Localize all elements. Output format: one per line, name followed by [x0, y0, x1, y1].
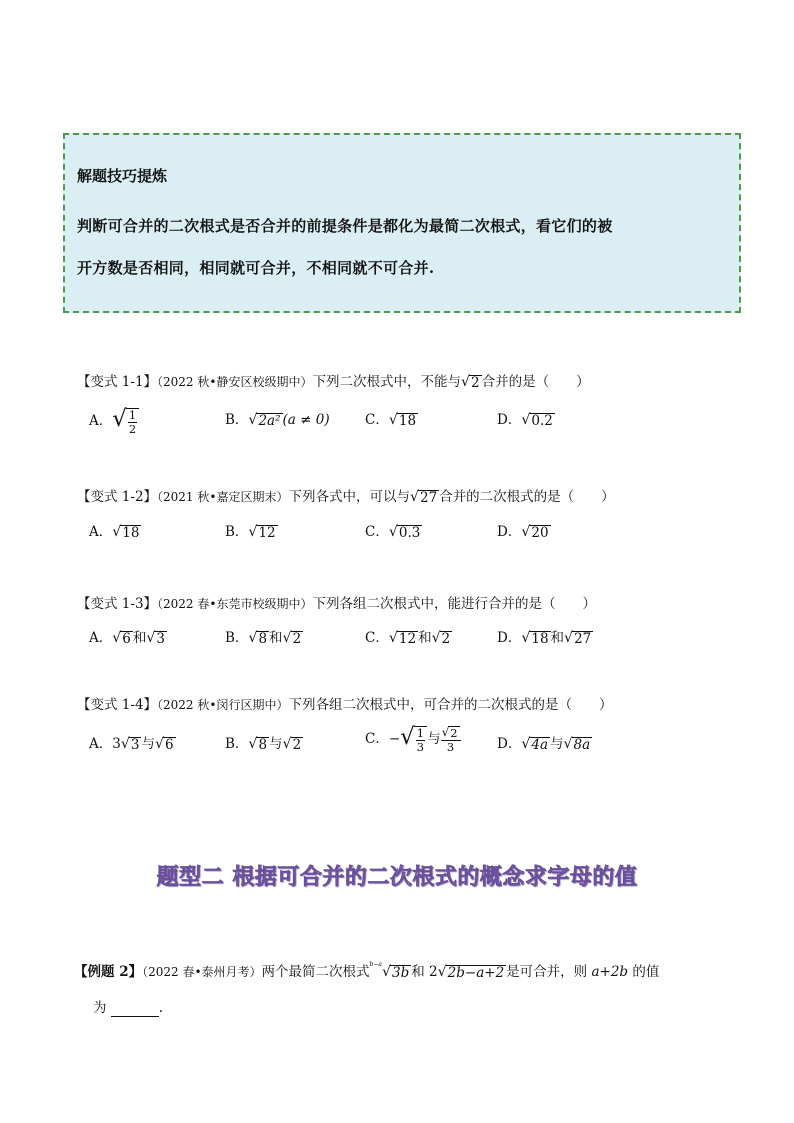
example-tag: 【例题 2】 [74, 964, 143, 980]
question-source: （2022 秋•闵行区期中） [157, 698, 289, 712]
option-a[interactable]: A． √ 18 [89, 523, 140, 541]
option-d[interactable]: D． √ 20 [497, 523, 549, 541]
option-b[interactable]: B． √ 2a² (a ≠ 0) [225, 411, 330, 429]
example-source: （2022 春•泰州月考） [142, 965, 262, 979]
question-1-4: 【变式 1-4】（2022 秋•闵行区期中）下列各组二次根式中，可合并的二次根式的是（ ） [77, 697, 613, 713]
radical: √ 18 [388, 411, 417, 429]
radical: √ 27 [409, 488, 438, 506]
option-b[interactable]: B． √ 8 和 √ 2 [225, 629, 302, 647]
question-source: （2022 秋•静安区校级期中） [157, 375, 313, 389]
radical: √ $\frac{1}{2}$ [112, 408, 139, 435]
option-c[interactable]: C． √ 0.3 [365, 523, 421, 541]
question-tag: 【变式 1-2】 [77, 489, 158, 505]
tip-line-2: 开方数是否相同，相同就可合并，不相同就不可合并. [77, 259, 435, 277]
option-c[interactable]: C． √ 12 和 √ 2 [365, 629, 451, 647]
option-c[interactable]: C． √ 18 [365, 411, 417, 429]
option-d[interactable]: D． √ 4a 与 √ 8a [497, 735, 591, 753]
section-title: 题型二 根据可合并的二次根式的概念求字母的值 [156, 865, 638, 890]
option-d[interactable]: D． √ 0.2 [497, 411, 553, 429]
option-a[interactable]: A．3 √ 3 与 √ 6 [89, 735, 174, 753]
radical: √ 2 [460, 373, 480, 391]
radical: √ 12 [248, 523, 276, 541]
option-d[interactable]: D． √ 18 和 √ 27 [497, 629, 592, 647]
example-2: 【例题 2】（2022 春•泰州月考）两个最简二次根式$^{b-a}$ √ 3b 和 2 √ 2b−a+2 是可合并，则 a+2b 的值 [74, 961, 660, 981]
tip-box [63, 133, 741, 313]
radical: √ 20 [521, 523, 549, 541]
options-1-4 [89, 724, 689, 762]
question-tag: 【变式 1-1】 [77, 374, 158, 390]
question-1-3: 【变式 1-3】（2022 春•东莞市校级期中）下列各组二次根式中，能进行合并的是（ ） [77, 596, 596, 612]
options-1-1 [89, 408, 689, 438]
question-source: （2022 春•东莞市校级期中） [157, 597, 313, 611]
option-c[interactable]: C．− √ $\frac{1}{3}$ 与 √ 2 3 [365, 726, 461, 753]
option-a[interactable]: A． √ $\frac{1}{2}$ [89, 408, 139, 435]
question-1-2: 【变式 1-2】（2021 秋•嘉定区期末）下列各式中，可以与 √ 27 合并的二次根式的是（ ） [77, 488, 615, 506]
radical: √ 18 [112, 523, 140, 541]
radical: √ 2b−a+2 [437, 963, 505, 981]
example-2-line-2: 为 . [93, 1000, 164, 1016]
option-b[interactable]: B． √ 12 [225, 523, 276, 541]
option-b[interactable]: B． √ 8 与 √ 2 [225, 735, 302, 753]
tip-line-1: 判断可合并的二次根式是否合并的前提条件是都化为最简二次根式，看它们的被 [77, 217, 613, 235]
tip-title: 解题技巧提炼 [77, 167, 168, 185]
radical: √ 3b [381, 963, 410, 981]
answer-blank[interactable] [111, 1000, 159, 1017]
question-tag: 【变式 1-3】 [77, 596, 158, 612]
question-1-1: 【变式 1-1】（2022 秋•静安区校级期中）下列二次根式中，不能与 √ 2 合并的是（ ） [77, 373, 590, 391]
options-1-2 [89, 520, 689, 550]
option-a[interactable]: A． √ 6 和 √ 3 [89, 629, 165, 647]
options-1-3 [89, 626, 689, 656]
radical: √ 2a² [248, 411, 281, 429]
question-tag: 【变式 1-4】 [77, 697, 158, 713]
question-source: （2021 秋•嘉定区期末） [157, 490, 289, 504]
radical: √ 0.3 [388, 523, 421, 541]
radical: √ 0.2 [521, 411, 553, 429]
